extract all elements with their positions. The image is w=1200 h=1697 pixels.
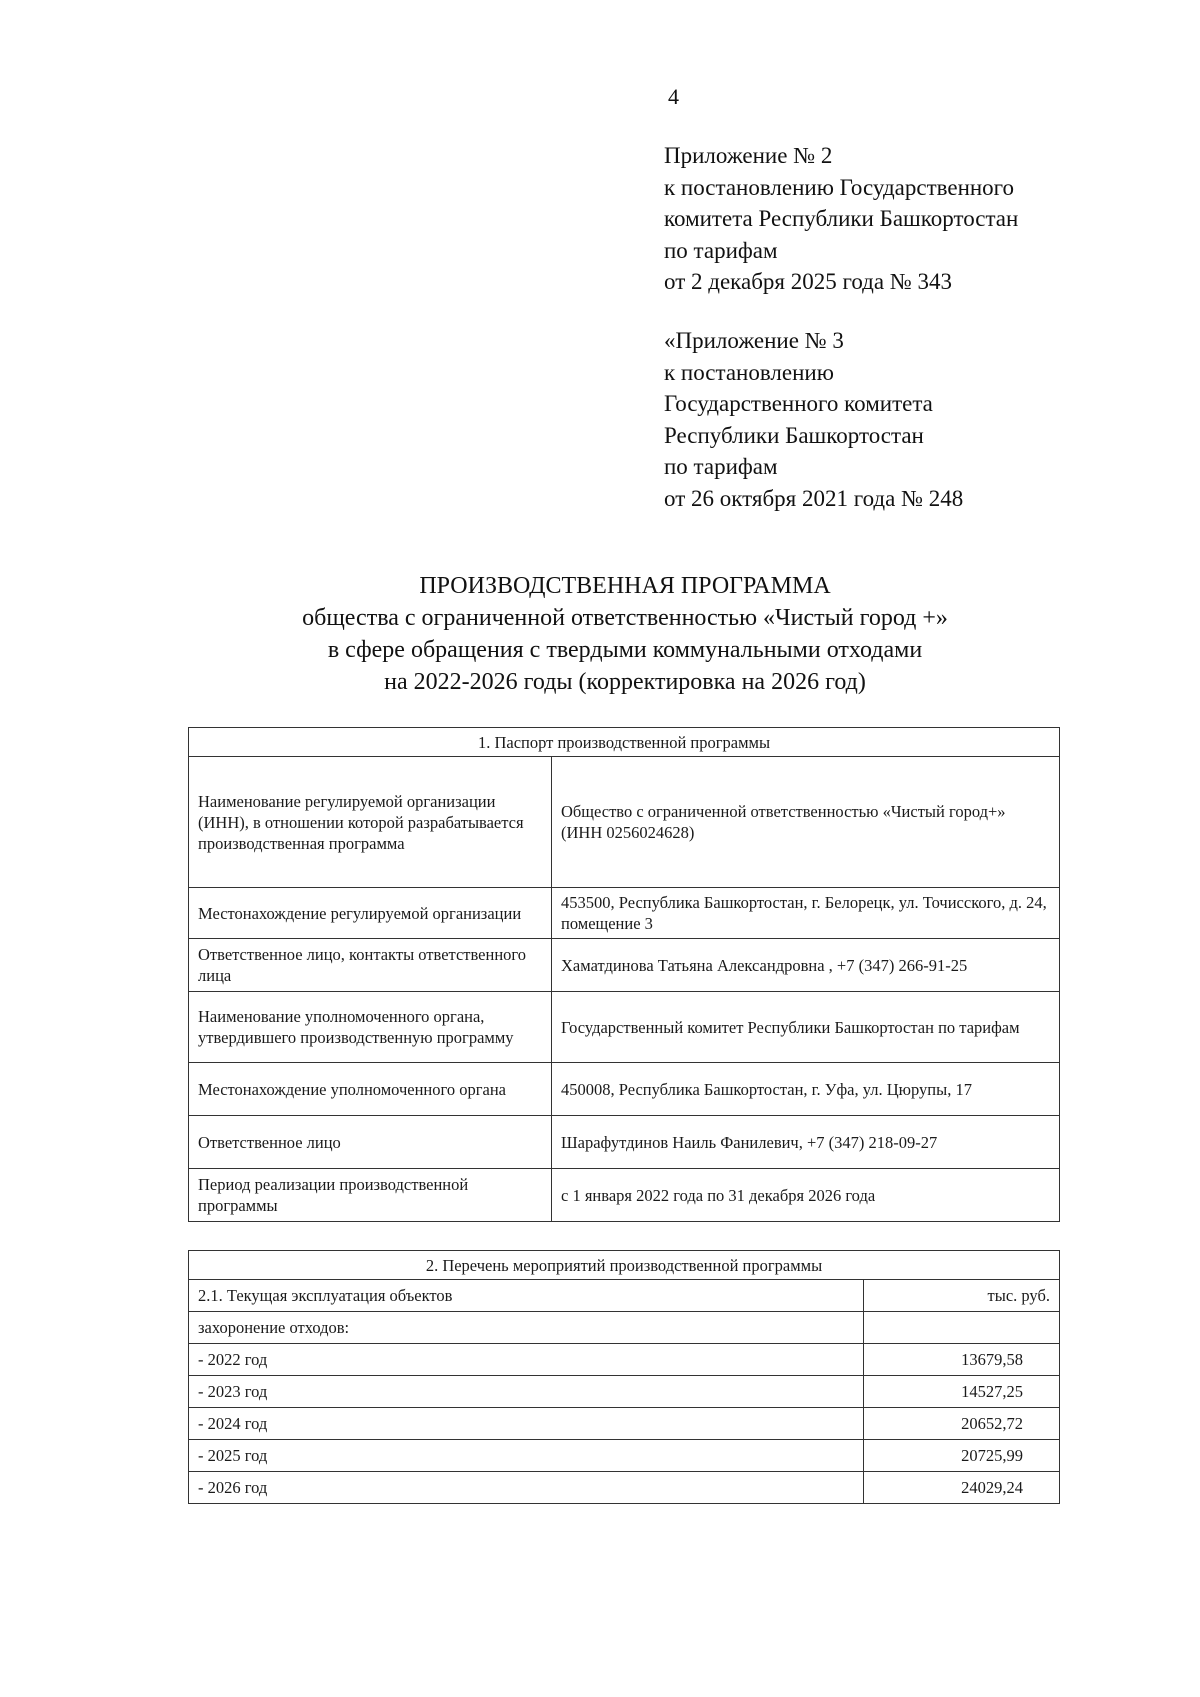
appendix-3-line: от 26 октября 2021 года № 248 — [664, 485, 964, 511]
appendix-2-line: к постановлению Государственного — [664, 174, 1015, 200]
measures-category-row — [189, 1312, 1060, 1344]
measures-item-year: - 2024 год — [189, 1408, 864, 1440]
measures-item-row — [189, 1344, 1060, 1376]
page-number: 4 — [668, 84, 679, 109]
passport-label: Ответственное лицо — [189, 1116, 552, 1169]
measures-item-value: 24029,24 — [864, 1472, 1060, 1504]
measures-unit: тыс. руб. — [864, 1280, 1060, 1312]
passport-row — [189, 1063, 1060, 1116]
measures-item-row — [189, 1440, 1060, 1472]
passport-label: Местонахождение уполномоченного органа — [189, 1063, 552, 1116]
appendix-3-line: по тарифам — [664, 454, 778, 479]
passport-row — [189, 1116, 1060, 1169]
passport-section-title: 1. Паспорт производственной программы — [189, 728, 1060, 757]
measures-section-row — [189, 1251, 1060, 1280]
appendix-2-line: комитета Республики Башкортостан — [664, 206, 1019, 231]
measures-item-year: - 2022 год — [189, 1344, 864, 1376]
passport-row — [189, 939, 1060, 992]
measures-item-year: - 2023 год — [189, 1376, 864, 1408]
measures-empty-cell — [864, 1312, 1060, 1344]
appendix-2-line: по тарифам — [664, 237, 778, 263]
appendix-2-line: от 2 декабря 2025 года № 343 — [664, 269, 953, 294]
passport-label: Наименование регулируемой организации (ИНН), в отношении которой разрабатывается производственная программа — [189, 757, 552, 888]
document-title — [190, 570, 1060, 698]
passport-label: Местонахождение регулируемой организации — [189, 888, 552, 939]
measures-item-value: 14527,25 — [864, 1376, 1060, 1408]
measures-item-row — [189, 1472, 1060, 1504]
measures-item-value: 13679,58 — [864, 1344, 1060, 1376]
measures-item-row — [189, 1408, 1060, 1440]
measures-item-value: 20725,99 — [864, 1440, 1060, 1472]
passport-row — [189, 757, 1060, 888]
passport-value: 453500, Республика Башкортостан, г. Белорецк, ул. Точисского, д. 24, помещение 3 — [552, 888, 1060, 939]
passport-label: Ответственное лицо, контакты ответственного лица — [189, 939, 552, 992]
title-line: в сфере обращения с твердыми коммунальными отходами — [327, 637, 923, 663]
appendix-3-line: «Приложение № 3 — [664, 328, 844, 353]
measures-table — [188, 1250, 1060, 1504]
measures-category: захоронение отходов: — [189, 1312, 864, 1344]
appendix-3-header — [664, 325, 963, 514]
appendix-2-header — [664, 140, 1018, 298]
measures-item-row — [189, 1376, 1060, 1408]
measures-item-value: 20652,72 — [864, 1408, 1060, 1440]
title-line: общества с ограниченной ответственностью «Чистый город +» — [302, 605, 948, 631]
passport-row — [189, 1169, 1060, 1222]
passport-value: 450008, Республика Башкортостан, г. Уфа, ул. Цюрупы, 17 — [552, 1063, 1060, 1116]
appendix-3-line: к постановлению — [664, 359, 834, 385]
passport-label: Период реализации производственной программы — [189, 1169, 552, 1222]
passport-label: Наименование уполномоченного органа, утвердившего производственную программу — [189, 992, 552, 1063]
title-line: на 2022-2026 годы (корректировка на 2026 год) — [384, 669, 866, 695]
passport-value: Шарафутдинов Наиль Фанилевич, +7 (347) 218-09-27 — [552, 1116, 1060, 1169]
passport-section-row — [189, 728, 1060, 757]
measures-subsection-label: 2.1. Текущая эксплуатация объектов — [189, 1280, 864, 1312]
passport-value: с 1 января 2022 года по 31 декабря 2026 года — [552, 1169, 1060, 1222]
measures-section-title: 2. Перечень мероприятий производственной программы — [189, 1251, 1060, 1280]
passport-row — [189, 888, 1060, 939]
measures-item-year: - 2026 год — [189, 1472, 864, 1504]
program-table — [188, 727, 1060, 1222]
appendix-3-line: Республики Башкортостан — [664, 422, 924, 448]
measures-subsection-row — [189, 1280, 1060, 1312]
appendix-2-line: Приложение № 2 — [664, 143, 833, 168]
measures-item-year: - 2025 год — [189, 1440, 864, 1472]
passport-value: Хаматдинова Татьяна Александровна , +7 (347) 266-91-25 — [552, 939, 1060, 992]
passport-row — [189, 992, 1060, 1063]
passport-value: Общество с ограниченной ответственностью «Чистый город+» (ИНН 0256024628) — [552, 757, 1060, 888]
appendix-3-line: Государственного комитета — [664, 391, 933, 416]
passport-value: Государственный комитет Республики Башкортостан по тарифам — [552, 992, 1060, 1063]
title-line: ПРОИЗВОДСТВЕННАЯ ПРОГРАММА — [419, 573, 831, 599]
